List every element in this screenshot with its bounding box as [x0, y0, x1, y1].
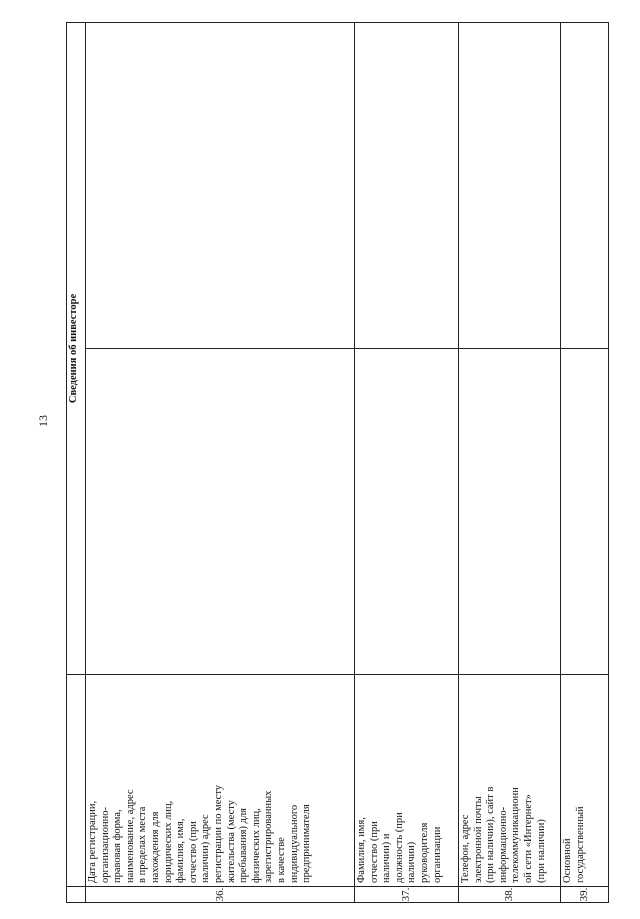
- row-label-line: наличии) и: [381, 833, 393, 883]
- row-label: [459, 675, 561, 887]
- row-label-line: правовая форма,: [112, 809, 124, 883]
- row-label: [86, 675, 355, 887]
- section-title: Сведения об инвесторе: [67, 23, 86, 675]
- value-cell: [86, 23, 355, 349]
- row-label-line: в качестве: [275, 837, 287, 883]
- value-cell: [86, 349, 355, 675]
- header-label-cell: [67, 675, 86, 887]
- value-cell: [561, 349, 609, 675]
- row-label-line: электронной почты: [472, 796, 484, 883]
- row-label-line: фамилия, имя,: [175, 818, 187, 883]
- header-number-cell: [67, 887, 86, 903]
- row-label-line: регистрации по месту: [212, 784, 224, 883]
- row-label-line: индивидуального: [288, 804, 300, 883]
- row-label-line: отчество (при: [368, 821, 380, 883]
- row-label-line: наличии) адрес: [200, 814, 212, 883]
- row-label-line: зарегистрированных: [263, 790, 275, 883]
- row-label-line: Телефон, адрес: [460, 814, 471, 883]
- value-cell: [561, 23, 609, 349]
- row-number: 36.: [86, 887, 355, 903]
- value-cell: [459, 349, 561, 675]
- row-label-line: организации: [431, 826, 443, 883]
- row-label-line: Дата регистрации,: [87, 800, 98, 883]
- table-header-row: [67, 23, 86, 903]
- row-label-line: организационно-: [99, 807, 111, 883]
- row-label-line: физических лиц,: [250, 808, 262, 883]
- row-label: [355, 675, 459, 887]
- value-cell: [459, 23, 561, 349]
- row-label-line: (при наличии): [535, 819, 547, 883]
- row-label-line: государственный: [574, 806, 586, 883]
- value-cell: [355, 349, 459, 675]
- row-label-line: наименование, адрес: [124, 789, 136, 883]
- row-label-line: (при наличии), сайт в: [485, 786, 497, 883]
- row-label-line: юридических лиц,: [162, 800, 174, 883]
- investor-info-table-wrapper: [66, 22, 609, 903]
- row-label-line: наличии): [406, 841, 418, 883]
- page-number: 13: [36, 415, 50, 427]
- row-number: 37.: [355, 887, 459, 903]
- investor-info-table: [66, 22, 609, 903]
- row-label-line: пребывания) для: [238, 807, 250, 883]
- row-label-line: жительства (месту: [225, 800, 237, 883]
- table-row: [561, 23, 609, 903]
- row-label-line: предпринимателя: [301, 804, 313, 883]
- table-row: [86, 23, 355, 903]
- row-number: 38.: [459, 887, 561, 903]
- row-number: 39.: [561, 887, 609, 903]
- row-label-line: руководителя: [418, 822, 430, 883]
- row-label-line: ой сети «Интернет»: [522, 794, 534, 883]
- row-label-line: должность (при: [393, 812, 405, 883]
- row-label-line: в пределах места: [137, 806, 149, 883]
- row-label-line: нахождения для: [149, 811, 161, 883]
- row-label-line: Фамилия, имя,: [356, 817, 367, 883]
- row-label: [561, 675, 609, 887]
- row-label-line: телекоммуникационн: [510, 787, 522, 883]
- row-label-line: информационно-: [497, 806, 509, 883]
- table-row: [355, 23, 459, 903]
- value-cell: [355, 23, 459, 349]
- row-label-line: отчество (при: [187, 821, 199, 883]
- row-label-line: Основной: [562, 838, 573, 883]
- table-row: [459, 23, 561, 903]
